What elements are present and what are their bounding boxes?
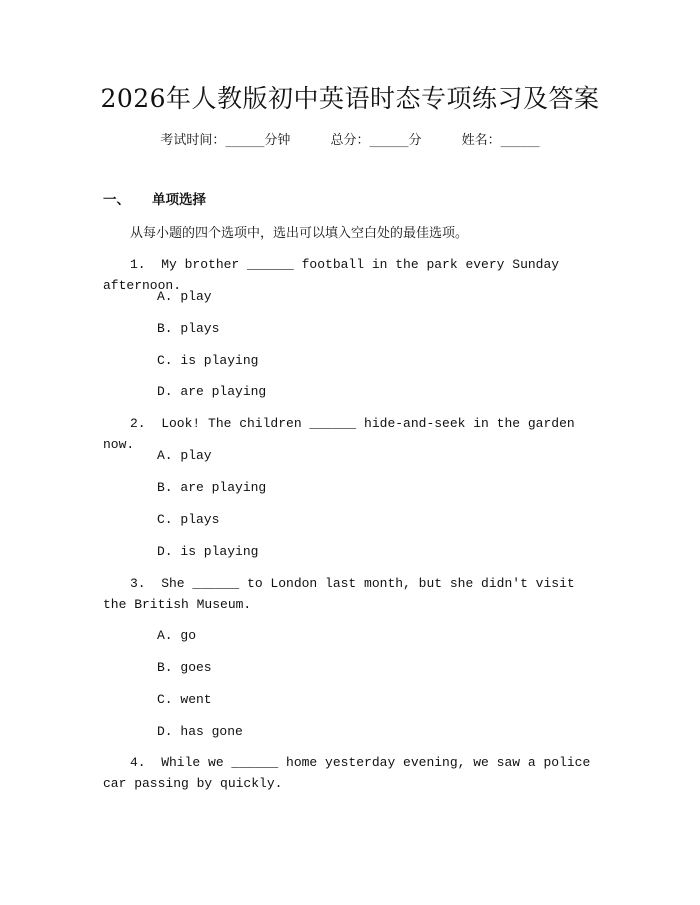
question-2-option-b: B. are playing [157,480,267,495]
section-instruction: 从每小题的四个选项中，选出可以填入空白处的最佳选项。 [130,226,469,241]
question-3: 3. She ______ to London last month, but she didn't visit the British Museum. [103,576,583,612]
exam-time-field: 考试时间：______分钟 [160,133,291,148]
question-2-option-a: A. play [157,448,212,463]
question-2-option-c: C. plays [157,512,220,527]
total-score-field: 总分：______分 [330,133,422,148]
question-1-option-c: C. is playing [157,353,259,368]
question-3-option-c: C. went [157,692,212,707]
question-1-option-d: D. are playing [157,384,267,399]
section-title: 单项选择 [152,192,206,208]
question-1: 1. My brother ______ football in the park every Sunday afternoon. [103,257,567,293]
question-1-option-a: A. play [157,289,212,304]
question-1-option-b: B. plays [157,321,220,336]
question-2: 2. Look! The children ______ hide-and-seek in the garden now. [103,416,583,452]
student-name-field: 姓名：______ [461,133,540,148]
question-3-option-d: D. has gone [157,724,243,739]
question-2-option-d: D. is playing [157,544,259,559]
question-3-option-a: A. go [157,628,197,643]
exam-info-line [0,131,700,151]
page-title: 2026年人教版初中英语时态专项练习及答案 [100,84,600,113]
section-number: 一、 [103,192,130,208]
question-4: 4. While we ______ home yesterday evening, we saw a police car passing by quickly. [103,755,599,791]
question-3-option-b: B. goes [157,660,212,675]
section-heading [103,190,206,210]
